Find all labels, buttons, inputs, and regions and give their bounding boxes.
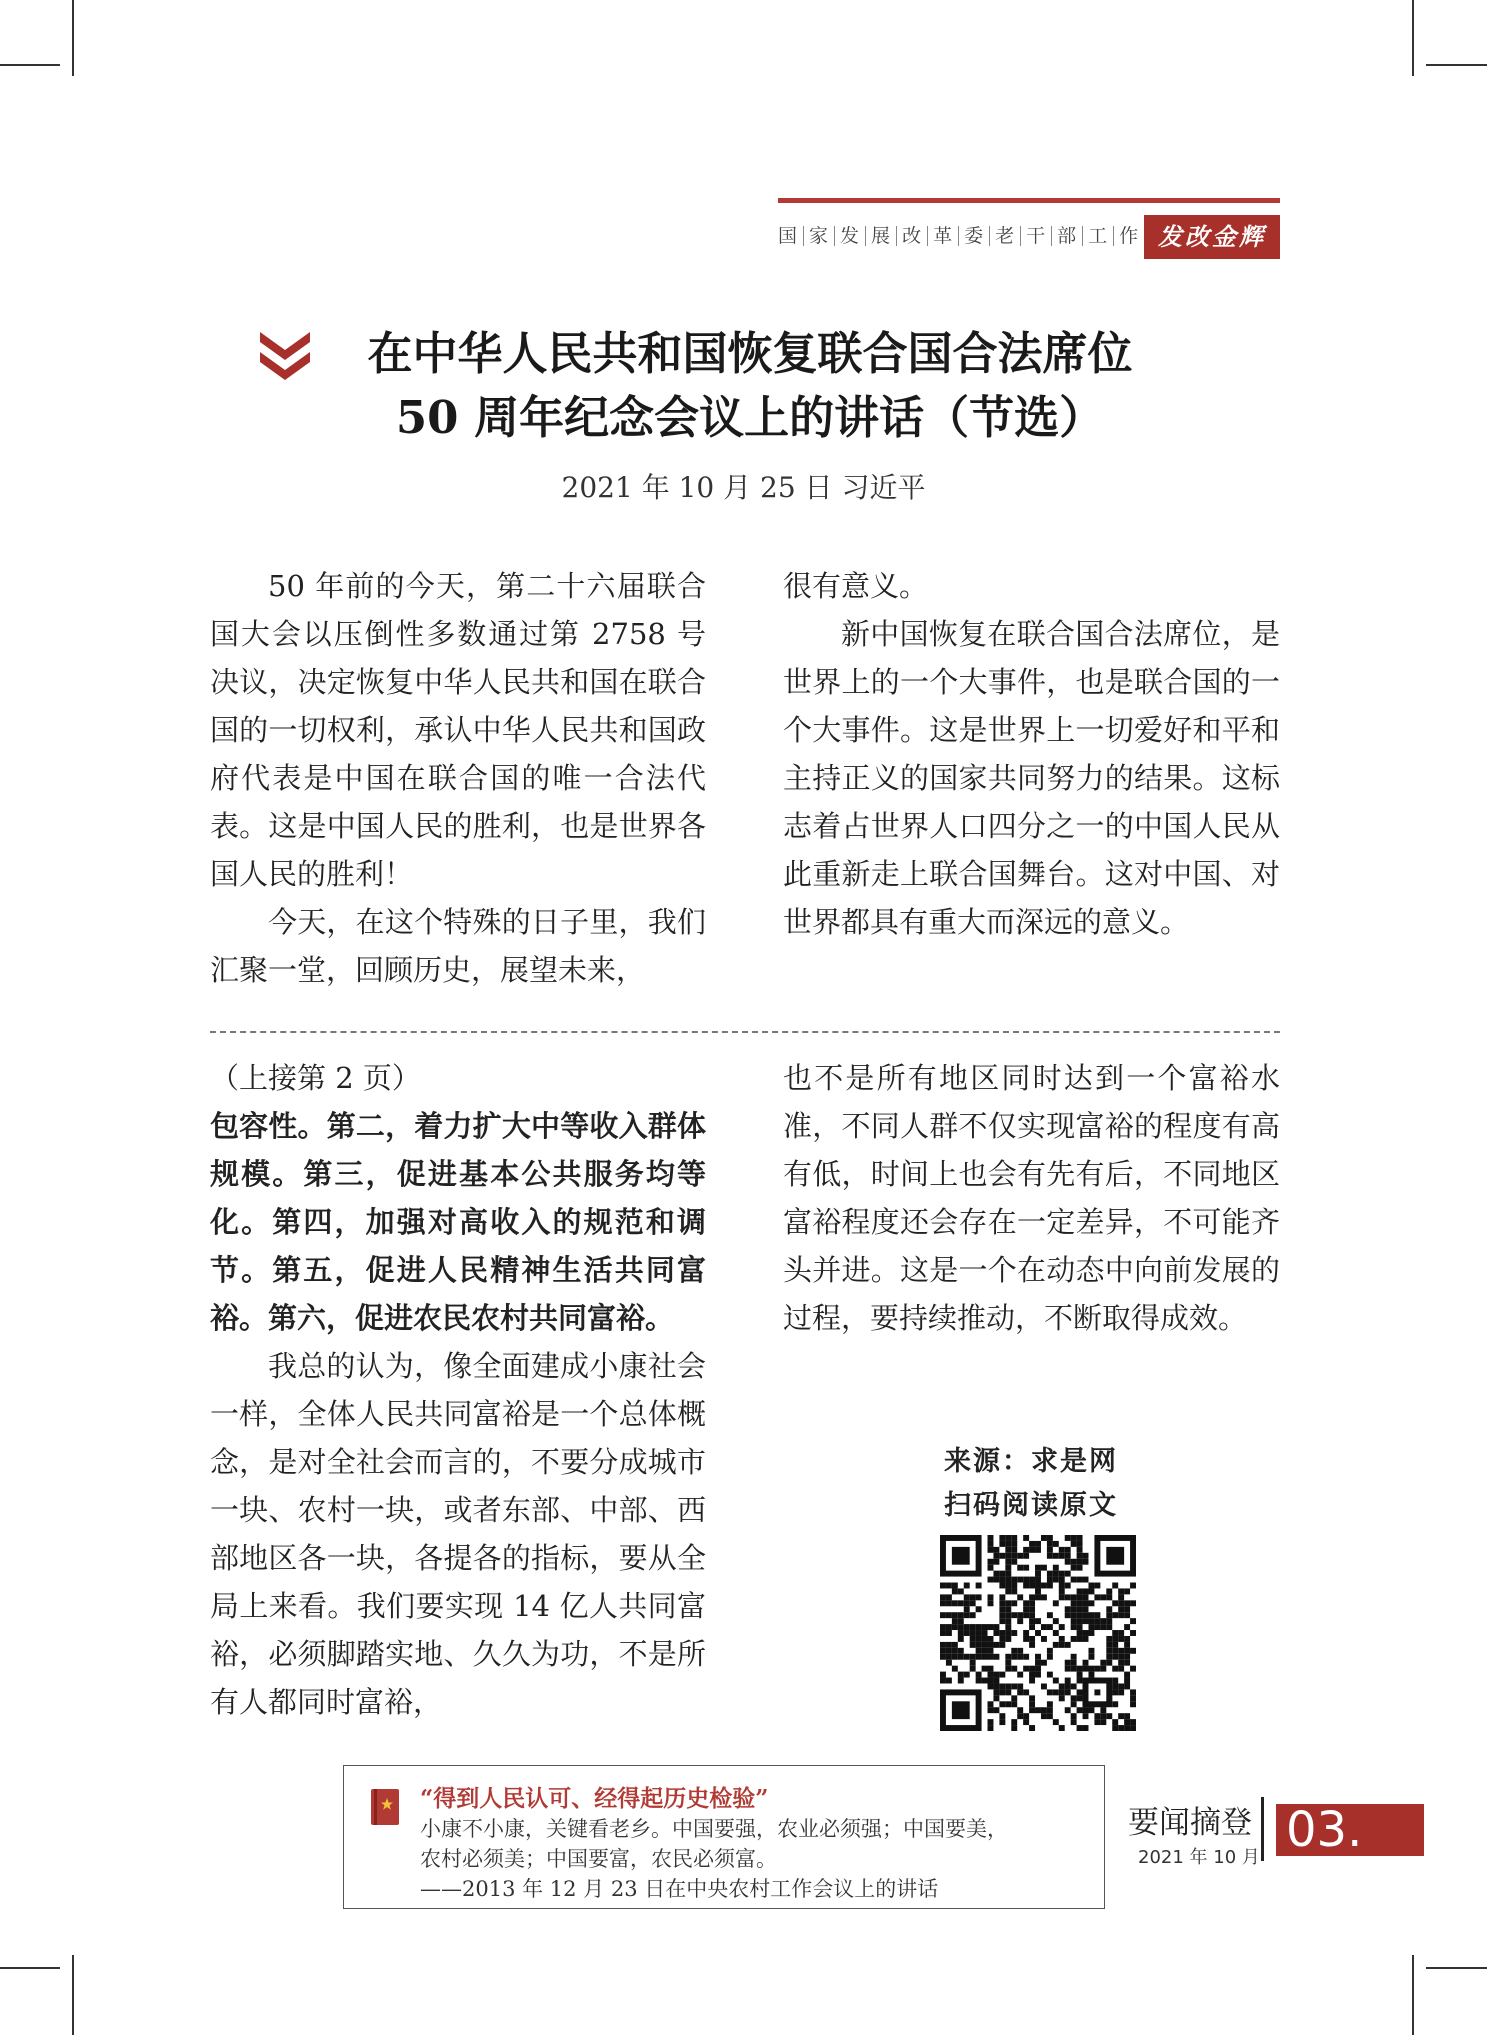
paragraph: 我总的认为，像全面建成小康社会一样，全体人民共同富裕是一个总体概念，是对全社会而言的，不要分成城市一块、农村一块，或者东部、中部、西部地区各一块，各提各的指标，要从全局上来看。我们要实现 14 亿人共同富裕，必须脚踏实地、久久为功，不是所有人都同时富裕，: [210, 1349, 706, 1719]
paragraph: 新中国恢复在联合国合法席位，是世界上的一个大事件，也是联合国的一个大事件。这是世界上一切爱好和平和主持正义的国家共同努力的结果。这标志着占世界人口四分之一的中国人民从此重新走上联合国舞台。这对中国、对世界都具有重大而深远的意义。: [783, 617, 1280, 939]
header-org-char: 国: [778, 226, 804, 246]
quote-body: [420, 1814, 1090, 1904]
footer-separator: [1261, 1797, 1264, 1861]
page-number: 03.: [1276, 1804, 1424, 1856]
paragraph: 很有意义。: [783, 569, 929, 603]
header-org-char: 委: [959, 226, 990, 246]
article-title-line-1: 在中华人民共和国恢复联合国合法席位: [367, 327, 1133, 380]
lower-right-column: [783, 1054, 1280, 1342]
book-icon: [370, 1788, 400, 1826]
quote-attribution: ——2013 年 12 月 23 日在中央农村工作会议上的讲话: [420, 1877, 939, 1901]
header-org-char: 干: [1021, 226, 1052, 246]
header-org-char: 老: [990, 226, 1021, 246]
header-org-char: 部: [1052, 226, 1083, 246]
quote-title: “得到人民认可、经得起历史检验”: [420, 1785, 769, 1812]
upper-right-column: [783, 562, 1280, 946]
section-divider: [210, 1031, 1280, 1033]
article-byline: 2021 年 10 月 25 日 习近平: [561, 471, 926, 504]
quote-box: [343, 1765, 1105, 1909]
quote-line: 小康不小康，关键看老乡。中国要强，农业必须强；中国要美，: [420, 1817, 1008, 1841]
paragraph: 也不是所有地区同时达到一个富裕水准，不同人群不仅实现富裕的程度有高有低，时间上也会有先有后，不同地区富裕程度还会存在一定差异，不可能齐头并进。这是一个在动态中向前发展的过程，要持续推动，不断取得成效。: [783, 1061, 1280, 1335]
upper-left-column: [210, 562, 706, 994]
header-org-char: 革: [928, 226, 959, 246]
paragraph: 今天，在这个特殊的日子里，我们汇聚一堂，回顾历史，展望未来，: [210, 905, 706, 987]
header-org-char: 家: [804, 226, 835, 246]
article-title: [300, 322, 1200, 450]
scan-prompt: 扫码阅读原文: [944, 1490, 1118, 1521]
continued-note: （上接第 2 页）: [210, 1061, 421, 1095]
lower-left-column: [210, 1054, 706, 1726]
paragraph-bold: 包容性。第二，着力扩大中等收入群体规模。第三，促进基本公共服务均等化。第四，加强对高收入的规范和调节。第五，促进人民精神生活共同富裕。第六，促进农民农村共同富裕。: [210, 1109, 706, 1335]
source-block: [944, 1440, 1118, 1528]
header-org-char: 改: [897, 226, 928, 246]
header-org-char: 工: [1083, 226, 1114, 246]
article-title-line-2: 50 周年纪念会议上的讲话（节选）: [395, 391, 1105, 444]
header-org-char: 作: [1119, 225, 1140, 247]
header-brand: 发改金辉: [1144, 215, 1280, 259]
header-org-char: 发: [835, 226, 866, 246]
qr-code[interactable]: [940, 1535, 1136, 1731]
header-accent-bar: [778, 198, 1280, 203]
paragraph: 50 年前的今天，第二十六届联合国大会以压倒性多数通过第 2758 号决议，决定恢复中华人民共和国在联合国的一切权利，承认中华人民共和国政府代表是中国在联合国的唯一合法代表。这是中国人民的胜利，也是世界各国人民的胜利！: [210, 569, 706, 891]
header-org-char: 展: [866, 226, 897, 246]
source-label: 来源：求是网: [944, 1446, 1118, 1477]
footer-date: 2021 年 10 月: [1138, 1847, 1260, 1868]
quote-line: 农村必须美；中国要富，农民必须富。: [420, 1847, 777, 1871]
header-organization: [778, 226, 1144, 246]
footer-section-name: 要闻摘登: [1128, 1805, 1252, 1841]
